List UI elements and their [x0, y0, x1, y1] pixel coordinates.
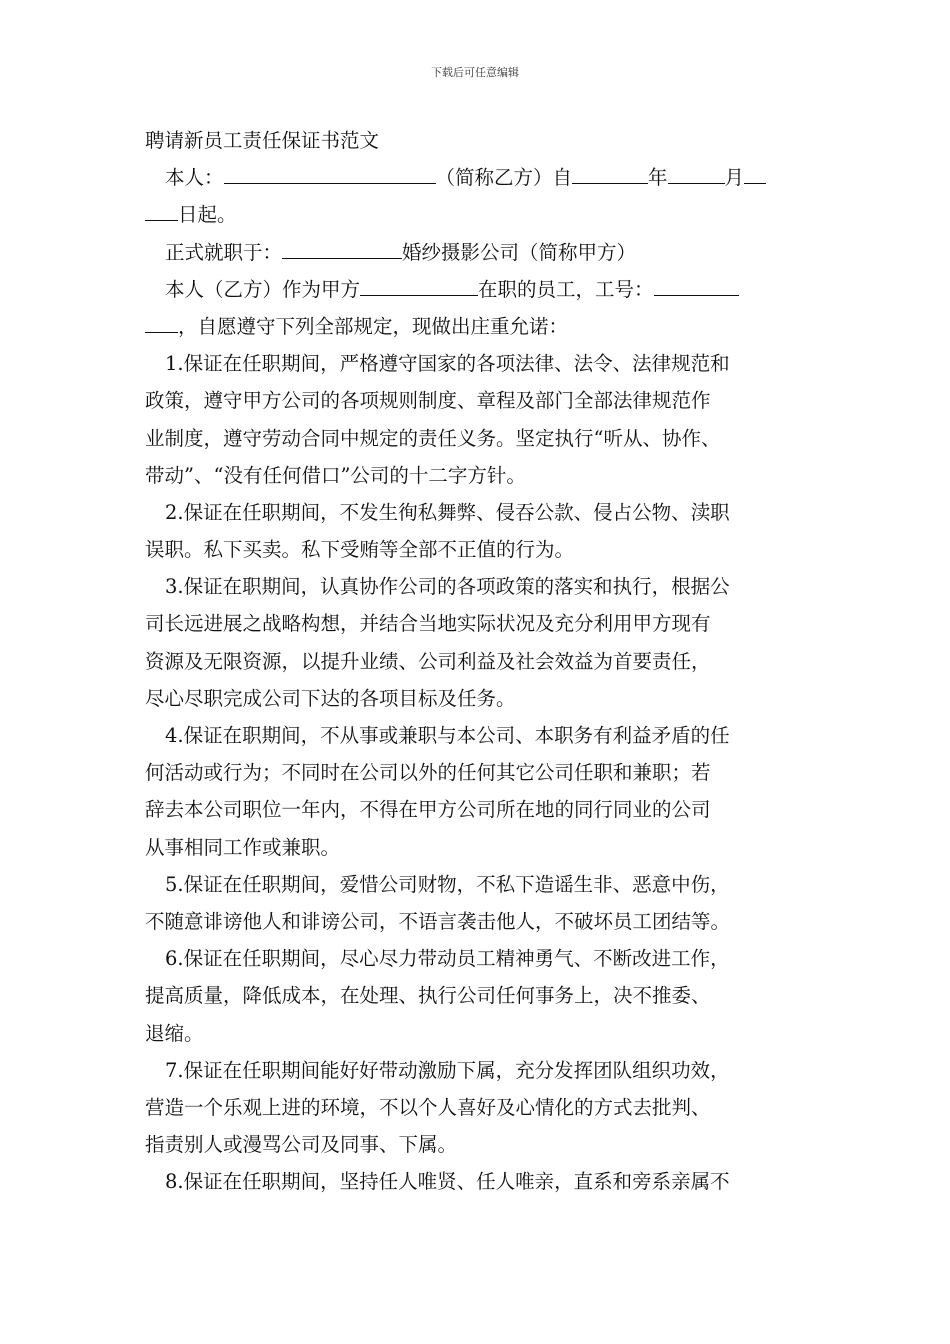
employee-id-blank-part1[interactable] — [654, 273, 739, 296]
clause-1-line: 业制度，遵守劳动合同中规定的责任义务。坚定执行“听从、协作、 — [145, 426, 721, 450]
clause-6-line: 退缩。 — [145, 1021, 204, 1045]
clause-7-line: 指责别人或漫骂公司及同事、下属。 — [145, 1133, 458, 1157]
name-blank[interactable] — [224, 161, 436, 184]
day-blank-part1[interactable] — [744, 161, 766, 184]
intro-text: 婚纱摄影公司（简称甲方） — [402, 240, 637, 264]
clause-4-line: 从事相同工作或兼职。 — [145, 835, 341, 859]
clause-5-line: 5.保证在任职期间，爱惜公司财物，不私下造谣生非、恶意中伤， — [165, 872, 730, 896]
clause-2-line: 2.保证在任职期间，不发生徇私舞弊、侵吞公款、侵占公物、渎职 — [165, 500, 730, 524]
intro-text: 月 — [724, 166, 745, 190]
year-blank[interactable] — [572, 161, 648, 184]
clause-3-line: 尽心尽职完成公司下达的各项目标及任务。 — [145, 686, 516, 710]
day-blank-part2[interactable] — [145, 198, 178, 221]
clause-1-line: 带动”、“没有任何借口”公司的十二字方针。 — [145, 463, 526, 487]
clause-5-line: 不随意诽谤他人和诽谤公司，不语言袭击他人，不破坏员工团结等。 — [145, 909, 731, 933]
intro-line-1 — [145, 159, 810, 196]
clause-3-line: 司长远进展之战略构想，并结合当地实际状况及充分利用甲方现有 — [145, 612, 711, 636]
clause-list — [145, 345, 810, 1200]
intro-text: 年 — [648, 166, 668, 190]
employee-id-blank-part2[interactable] — [145, 310, 178, 333]
clause-3-line: 3.保证在职期间，认真协作公司的各项政策的落实和执行，根据公 — [165, 575, 730, 599]
intro-line-4 — [145, 271, 810, 308]
clause-7-line: 营造一个乐观上进的环境，不以个人喜好及心情化的方式去批判、 — [145, 1095, 711, 1119]
clause-4-line: 辞去本公司职位一年内，不得在甲方公司所在地的同行同业的公司 — [145, 798, 711, 822]
clause-6-line: 提高质量，降低成本，在处理、执行公司任何事务上，决不推委、 — [145, 984, 711, 1008]
company-blank[interactable] — [282, 236, 402, 259]
clause-3-line: 资源及无限资源，以提升业绩、公司利益及社会效益为首要责任， — [145, 649, 711, 673]
clause-4-line: 何活动或行为；不同时在公司以外的任何其它公司任职和兼职；若 — [145, 761, 711, 785]
intro-text: 日起。 — [178, 203, 237, 227]
clause-2-line: 误职。私下买卖。私下受贿等全部不正值的行为。 — [145, 538, 575, 562]
clause-1-line: 1.保证在任职期间，严格遵守国家的各项法律、法令、法律规范和 — [165, 352, 730, 376]
document-title: 聘请新员工责任保证书范文 — [145, 129, 380, 152]
clause-1-line: 政策，遵守甲方公司的各项规则制度、章程及部门全部法律规范作 — [145, 389, 711, 413]
department-blank[interactable] — [360, 273, 478, 296]
intro-text: ，自愿遵守下列全部规定，现做出庄重允诺： — [178, 314, 569, 338]
clause-4-line: 4.保证在职期间，不从事或兼职与本公司、本职务有利益矛盾的任 — [165, 724, 730, 747]
intro-text: 正式就职于： — [165, 240, 283, 264]
clause-6-line: 6.保证在任职期间，尽心尽力带动员工精神勇气、不断改进工作， — [165, 947, 730, 971]
month-blank[interactable] — [668, 161, 725, 184]
intro-text: （简称乙方）自 — [435, 166, 573, 190]
intro-line-3 — [145, 234, 810, 271]
intro-text: 本人： — [165, 166, 224, 190]
clause-8-line: 8.保证在任职期间，坚持任人唯贤、任人唯亲，直系和旁系亲属不 — [165, 1170, 730, 1194]
page-header: 下载后可任意编辑 — [431, 66, 519, 79]
intro-text: 本人（乙方）作为甲方 — [165, 277, 361, 301]
intro-line-5 — [145, 308, 810, 345]
intro-line-2 — [145, 196, 810, 233]
clause-7-line: 7.保证在任职期间能好好带动激励下属，充分发挥团队组织功效， — [165, 1058, 730, 1082]
intro-text: 在职的员工，工号： — [478, 277, 654, 301]
document-body — [145, 122, 810, 1200]
